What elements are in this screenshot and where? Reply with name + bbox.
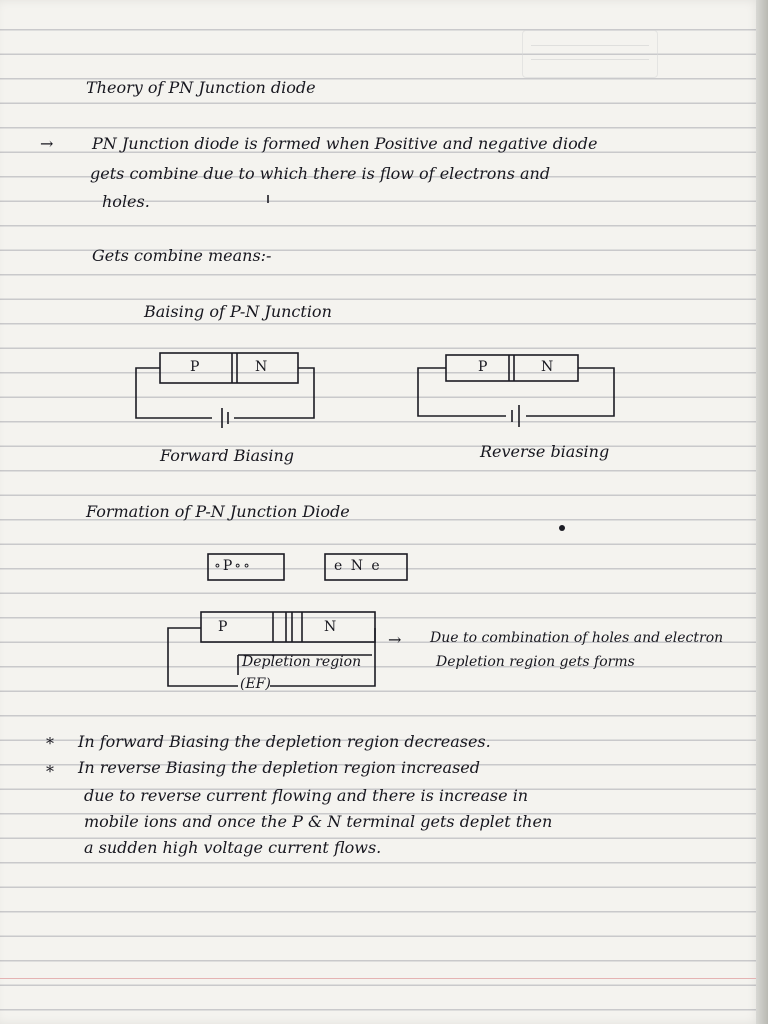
note-2-continuation-2: mobile ions and once the P & N terminal gets deplet then: [84, 812, 553, 831]
forward-biasing-caption: Forward Biasing: [160, 446, 295, 465]
annotation-line-2: Depletion region gets forms: [436, 654, 635, 670]
note-1-bullet: *: [46, 734, 54, 753]
note-2-continuation-1: due to reverse current flowing and there is increase in: [84, 786, 529, 805]
note-2-text: In reverse Biasing the depletion region increased: [78, 758, 480, 777]
junction-diagram: [168, 612, 375, 686]
biasing-heading: Baising of P-N Junction: [144, 302, 332, 321]
junction-n-label: N: [324, 619, 337, 635]
intro-line-2: gets combine due to which there is flow of electrons and: [90, 164, 551, 183]
page-title: Theory of PN Junction diode: [86, 78, 316, 97]
p-block-with-holes: ∘P∘∘: [214, 558, 253, 574]
note-2-bullet: *: [46, 762, 54, 781]
forward-p-label: P: [190, 359, 200, 375]
reverse-p-label: P: [478, 359, 488, 375]
forward-n-label: N: [255, 359, 268, 375]
intro-bullet-arrow: →: [40, 134, 54, 153]
forward-biasing-diagram: [136, 353, 314, 428]
n-block-with-electrons: e N e: [334, 558, 382, 574]
formation-heading: Formation of P-N Junction Diode: [86, 502, 350, 521]
annotation-arrow: →: [388, 630, 402, 649]
note-1-text: In forward Biasing the depletion region decreases.: [78, 732, 491, 751]
junction-p-label: P: [218, 619, 228, 635]
gets-combine-heading: Gets combine means:-: [92, 246, 272, 265]
ef-label: (EF): [240, 676, 271, 692]
reverse-n-label: N: [541, 359, 554, 375]
intro-line-3: holes.: [102, 192, 150, 211]
reverse-biasing-caption: Reverse biasing: [480, 442, 610, 461]
note-2-continuation-3: a sudden high voltage current flows.: [84, 838, 382, 857]
reverse-biasing-diagram: [418, 355, 614, 427]
annotation-line-1: Due to combination of holes and electron: [430, 630, 724, 646]
intro-line-1: PN Junction diode is formed when Positive and negative diode: [92, 134, 598, 153]
page-edge: [756, 0, 768, 1024]
depletion-region-label: Depletion region: [242, 654, 362, 670]
